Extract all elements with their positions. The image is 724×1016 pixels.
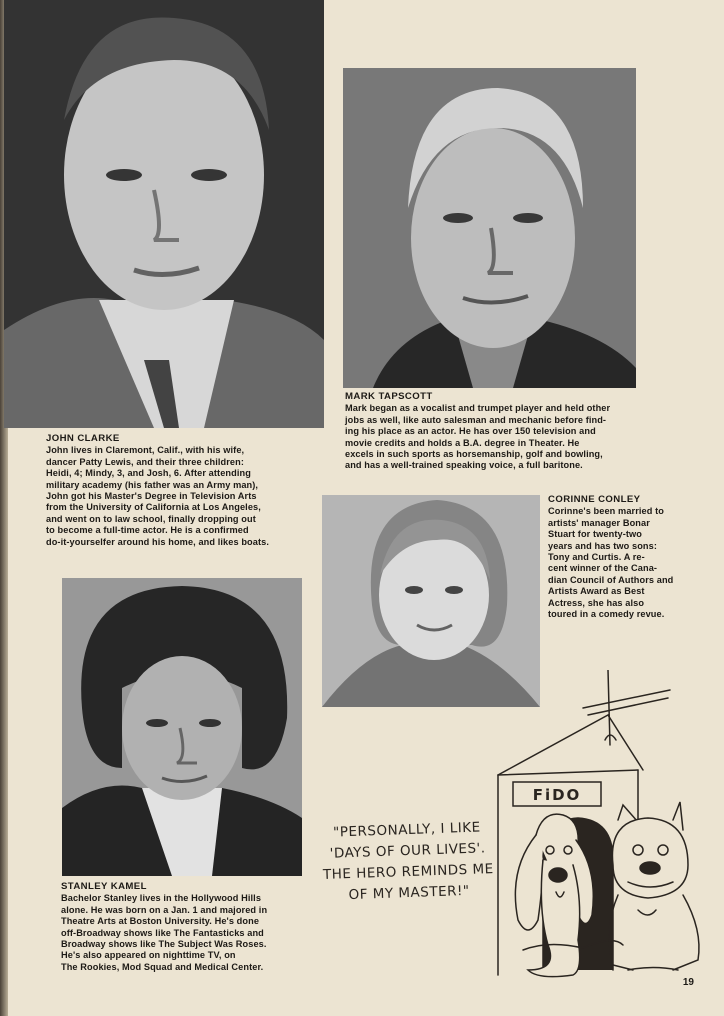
cartoon-quote [307,817,510,908]
doghouse-cartoon [488,670,713,985]
bio-line: The Rookies, Mod Squad and Medical Center. [61,961,264,972]
bio-line: Broadway shows like The Subject Was Roses. [61,939,267,950]
bio-line: Heidi, 4; Mindy, 3, and Josh, 6. After attending [46,468,251,479]
bio-line: do-it-yourselfer around his home, and likes boats. [46,536,269,547]
quote-line: THE HERO REMINDS ME [322,861,494,883]
bio-line: Mark began as a vocalist and trumpet player and held other [345,403,611,414]
bio-line: dancer Patty Lewis, and their three children: [46,456,244,467]
bio-line: to become a full-time actor. He is a confirmed [46,525,249,536]
mark-tapscott-bio [345,391,645,472]
bio-line: He's also appeared on nighttime TV, on [61,950,236,961]
bio-line: toured in a comedy revue. [548,609,665,620]
bio-line: John lives in Claremont, Calif., with his wife, [46,445,245,456]
bio-line: excels in such sports as horsemanship, golf and bowling, [345,449,603,460]
mark-tapscott-name: MARK TAPSCOTT [345,391,433,402]
fido-sign-text: FiDO [532,786,582,804]
bio-line: Tony and Curtis. A re- [548,552,645,563]
bio-line: movie credits and holds a B.A. degree in Theater. He [345,437,580,448]
stanley-kamel-name: STANLEY KAMEL [61,881,147,892]
john-clarke-bio [46,433,296,548]
bio-line: Artists Award as Best [548,586,645,597]
stanley-kamel-photo [62,578,302,876]
corinne-conley-bio [548,494,688,620]
bio-line: Stuart for twenty-two [548,529,642,540]
bio-line: off-Broadway shows like The Fantasticks and [61,927,264,938]
bio-line: artists' manager Bonar [548,517,650,528]
quote-line: "PERSONALLY, I LIKE [332,819,481,841]
corinne-conley-name: CORINNE CONLEY [548,494,641,505]
bio-line: and went on to law school, finally dropping out [46,513,256,524]
stanley-kamel-bio [61,881,311,973]
mark-tapscott-photo [343,68,636,388]
bio-line: Theatre Arts at Boston University. He's done [61,916,260,927]
bio-line: Bachelor Stanley lives in the Hollywood Hills [61,893,262,904]
bio-line: from the University of California at Los Angeles, [46,502,261,513]
bio-line: and has a well-trained speaking voice, a full baritone. [345,460,583,471]
bio-line: Corinne's been married to [548,506,664,517]
john-clarke-name: JOHN CLARKE [46,433,120,444]
bio-line: alone. He was born on a Jan. 1 and majored in [61,904,268,915]
bio-line: John got his Master's Degree in Television Arts [46,491,257,502]
bio-line: jobs as well, like auto salesman and mechanic before find- [345,414,607,425]
bio-line: Actress, she has also [548,597,645,608]
bio-line: ing his place as an actor. He has over 150 television and [345,426,596,437]
page-number: 19 [682,977,694,988]
bio-line: cent winner of the Cana- [548,563,658,574]
quote-line: OF MY MASTER!" [348,882,470,904]
bio-line: years and has two sons: [548,540,658,551]
bio-line: military academy (his father was an Army man), [46,479,259,490]
john-clarke-photo [4,0,324,428]
quote-line: 'DAYS OF OUR LIVES'. [329,840,486,862]
bio-line: dian Council of Authors and [548,574,674,585]
